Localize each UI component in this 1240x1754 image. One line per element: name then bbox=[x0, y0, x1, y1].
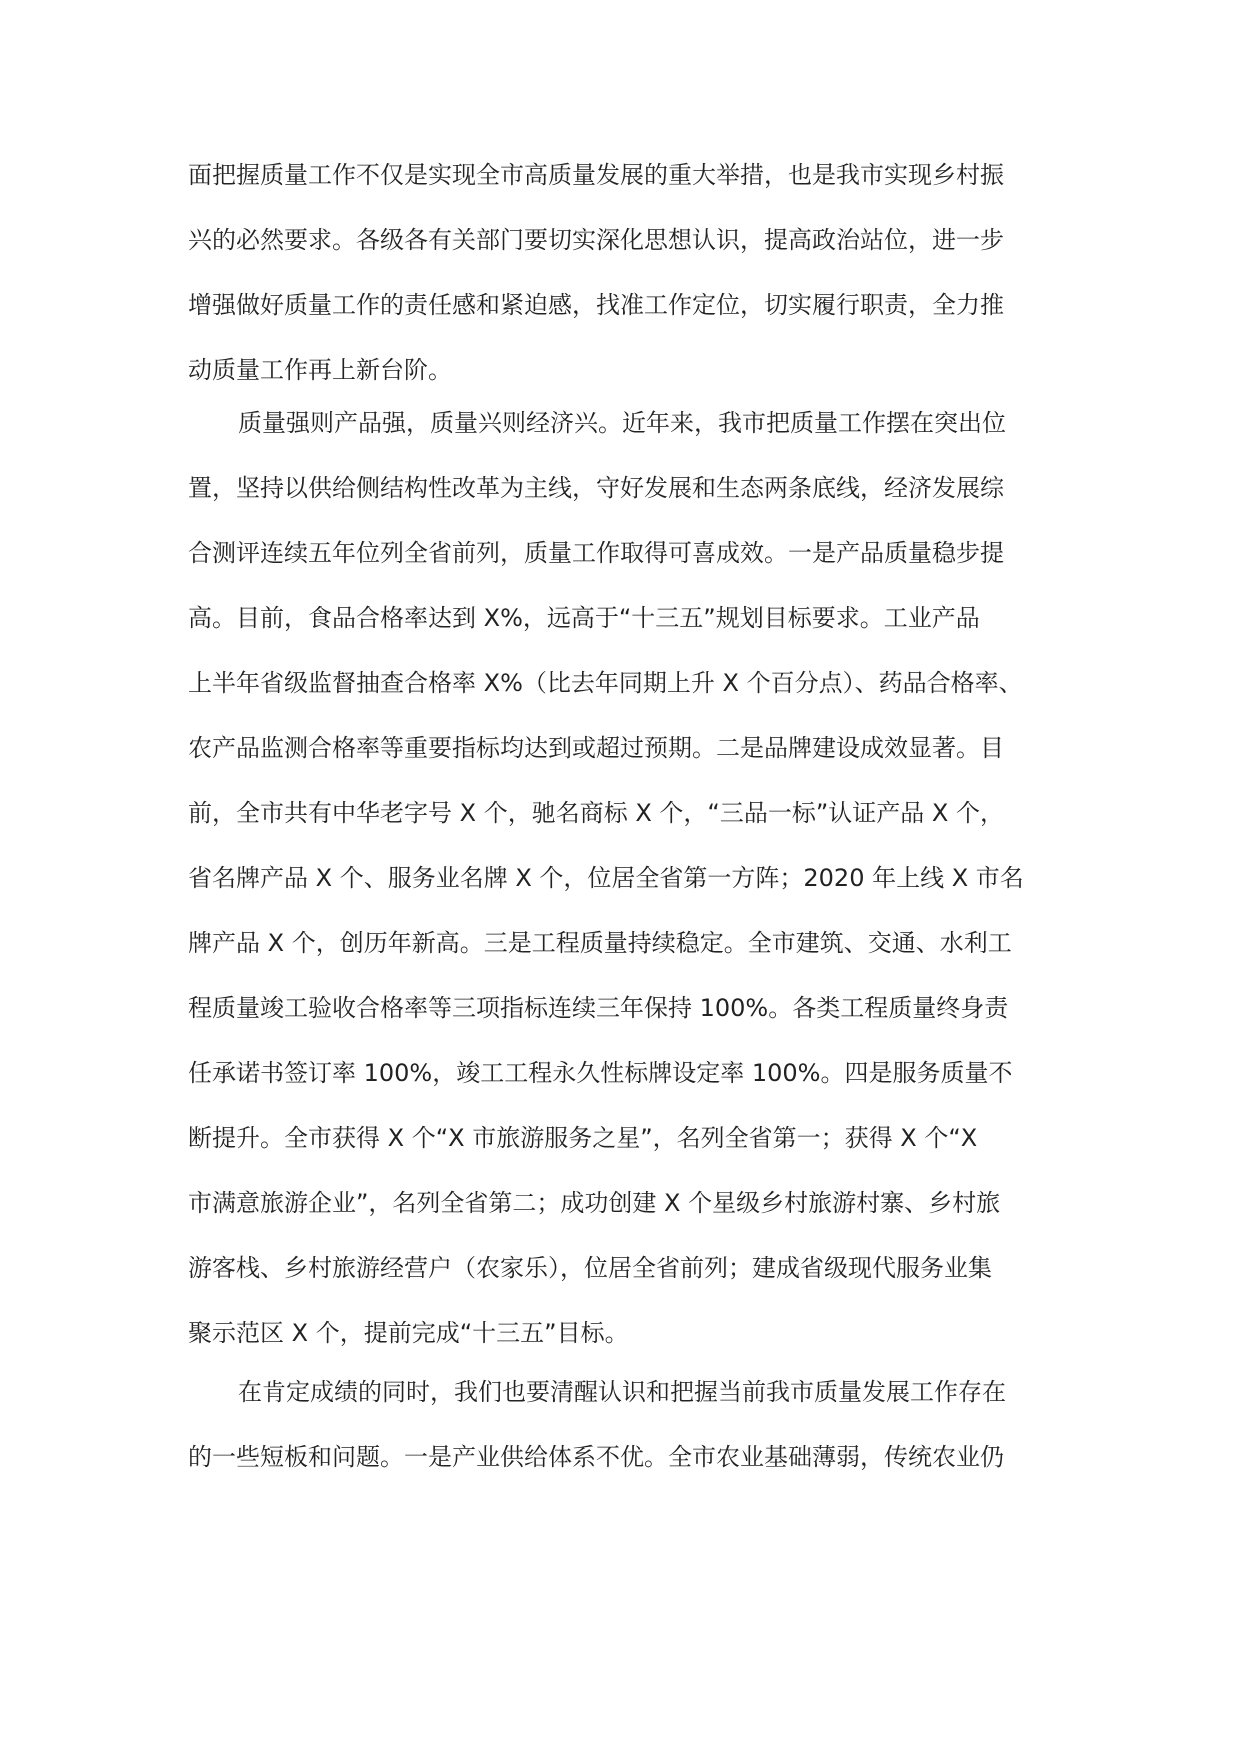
paragraph-line: 省名牌产品 X 个、服务业名牌 X 个，位居全省第一方阵；2020 年上线 X 市名 bbox=[188, 864, 1024, 892]
paragraph-line: 牌产品 X 个，创历年新高。三是工程质量持续稳定。全市建筑、交通、水利工 bbox=[188, 929, 1012, 957]
paragraph-line: 断提升。全市获得 X 个“X 市旅游服务之星”，名列全省第一；获得 X 个“X bbox=[188, 1124, 978, 1152]
paragraph-line: 聚示范区 X 个，提前完成“十三五”目标。 bbox=[188, 1319, 629, 1347]
paragraph-1 bbox=[188, 143, 1058, 403]
paragraph-line: 前，全市共有中华老字号 X 个，驰名商标 X 个，“三品一标”认证产品 X 个， bbox=[188, 799, 1004, 827]
paragraph-line: 任承诺书签订率 100%，竣工工程永久性标牌设定率 100%。四是服务质量不 bbox=[188, 1059, 1013, 1087]
paragraph-line: 增强做好质量工作的责任感和紧迫感，找准工作定位，切实履行职责，全力推 bbox=[188, 291, 1004, 319]
paragraph-line: 游客栈、乡村旅游经营户（农家乐），位居全省前列；建成省级现代服务业集 bbox=[188, 1254, 992, 1282]
paragraph-line: 程质量竣工验收合格率等三项指标连续三年保持 100%。各类工程质量终身责 bbox=[188, 994, 1009, 1022]
paragraph-line: 的一些短板和问题。一是产业供给体系不优。全市农业基础薄弱，传统农业仍 bbox=[188, 1443, 1004, 1471]
paragraph-line: 上半年省级监督抽查合格率 X%（比去年同期上升 X 个百分点）、药品合格率、 bbox=[188, 669, 1023, 697]
paragraph-line: 面把握质量工作不仅是实现全市高质量发展的重大举措，也是我市实现乡村振 bbox=[188, 161, 1004, 189]
paragraph-line: 置，坚持以供给侧结构性改革为主线，守好发展和生态两条底线，经济发展综 bbox=[188, 474, 1004, 502]
paragraph-line: 动质量工作再上新台阶。 bbox=[188, 356, 452, 384]
paragraph-2 bbox=[188, 391, 1058, 1366]
paragraph-line: 合测评连续五年位列全省前列，质量工作取得可喜成效。一是产品质量稳步提 bbox=[188, 539, 1004, 567]
paragraph-line: 农产品监测合格率等重要指标均达到或超过预期。二是品牌建设成效显著。目 bbox=[188, 734, 1004, 762]
paragraph-line: 兴的必然要求。各级各有关部门要切实深化思想认识，提高政治站位，进一步 bbox=[188, 226, 1004, 254]
paragraph-3 bbox=[188, 1360, 1058, 1490]
paragraph-line: 高。目前，食品合格率达到 X%，远高于“十三五”规划目标要求。工业产品 bbox=[188, 604, 980, 632]
paragraph-line: 市满意旅游企业”，名列全省第二；成功创建 X 个星级乡村旅游村寨、乡村旅 bbox=[188, 1189, 1001, 1217]
paragraph-line: 在肯定成绩的同时，我们也要清醒认识和把握当前我市质量发展工作存在 bbox=[238, 1378, 1006, 1406]
paragraph-line: 质量强则产品强，质量兴则经济兴。近年来，我市把质量工作摆在突出位 bbox=[238, 409, 1006, 437]
